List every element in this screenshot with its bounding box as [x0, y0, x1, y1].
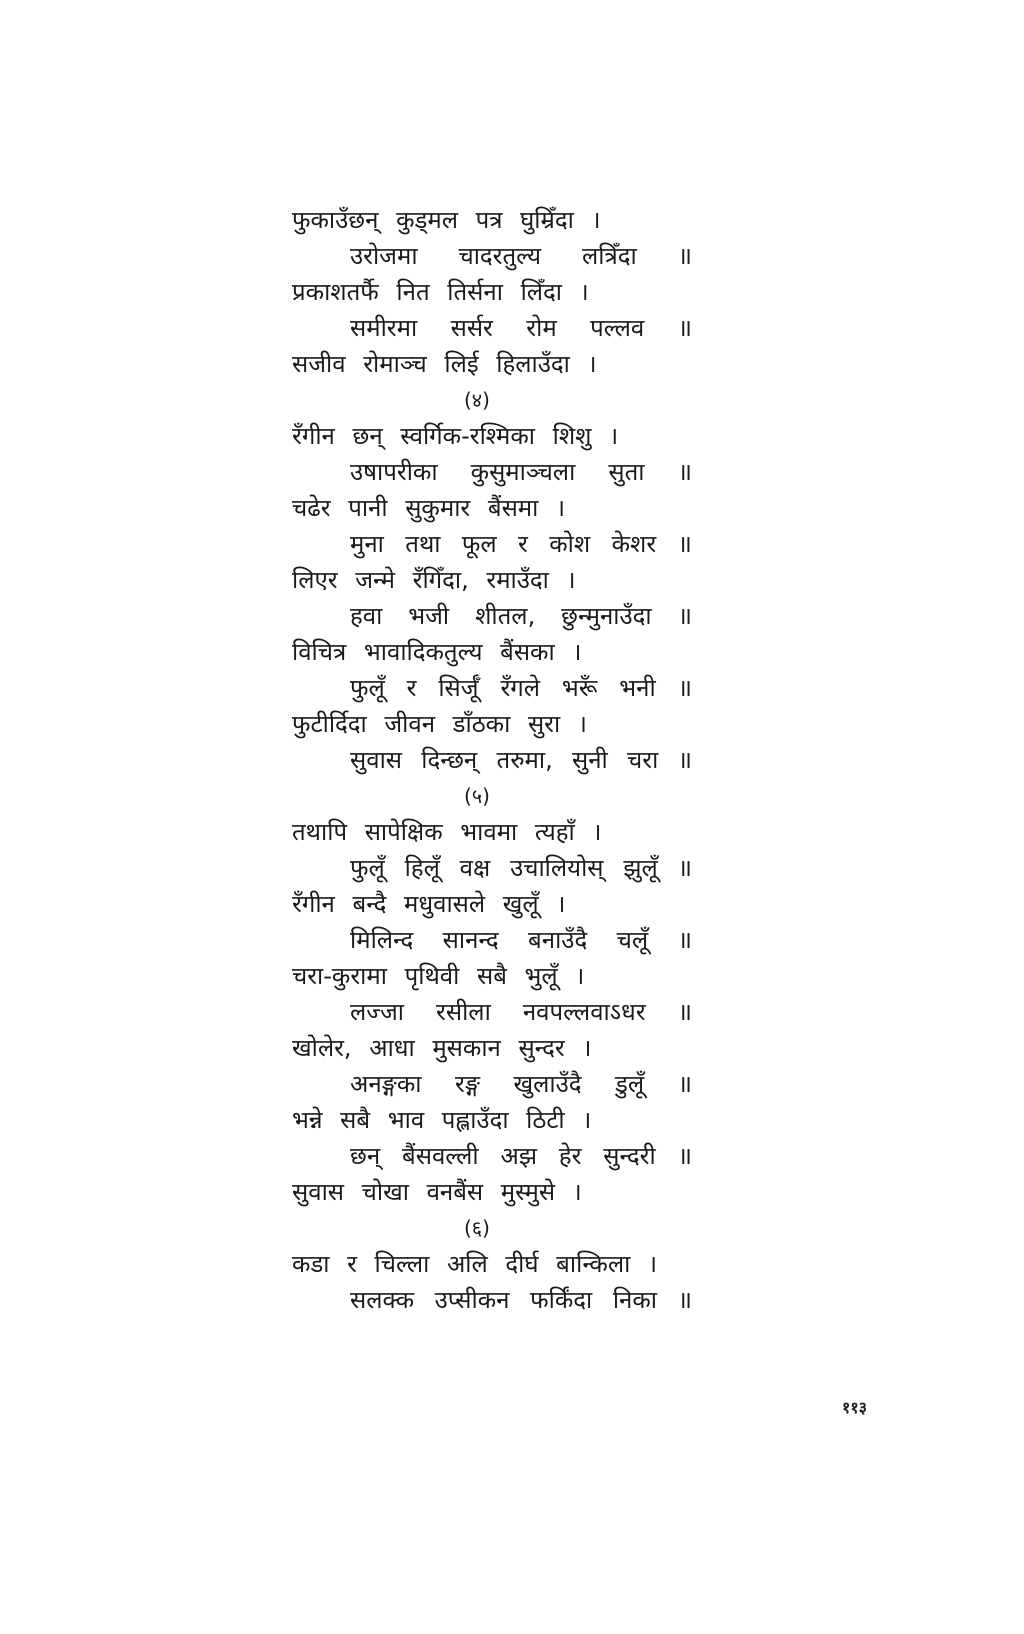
verse-line-indented: मुना तथा फूल र कोश केशर ॥	[350, 530, 692, 558]
verse-line-indented: हवा भजी शीतल, छुन्मुनाउँदा ॥	[350, 602, 692, 630]
verse-line-indented: फुलूँ हिलूँ वक्ष उचालियोस् झुलूँ ॥	[350, 854, 692, 882]
verse-line-indented: अनङ्गका रङ्ग खुलाउँदै डुलूँ ॥	[350, 1070, 692, 1098]
verse-line: रँगीन बन्दै मधुवासले खुलूँ ।	[292, 890, 566, 918]
verse-line: तथापि सापेक्षिक भावमा त्यहाँ ।	[292, 818, 602, 846]
section-number: (५)	[463, 784, 490, 808]
page-number: ११३	[842, 1398, 867, 1417]
verse-line: रँगीन छन् स्वर्गिक-रश्मिका शिशु ।	[292, 422, 619, 450]
verse-line: फुटीर्दिदा जीवन डाँठका सुरा ।	[292, 710, 587, 738]
verse-line: फुकाउँछन् कुड्मल पत्र घुम्रिँदा ।	[292, 206, 601, 234]
verse-line-indented: उषापरीका कुसुमाञ्चला सुता ॥	[350, 458, 692, 486]
verse-line: विचित्र भावादिकतुल्य बैंसका ।	[292, 638, 582, 666]
poem-text	[292, 202, 692, 1318]
verse-line-indented: उरोजमा चादरतुल्य लत्रिँदा ॥	[350, 242, 692, 270]
section-number: (४)	[463, 388, 490, 412]
verse-line-indented: छन् बैंसवल्ली अझ हेर सुन्दरी ॥	[350, 1142, 692, 1170]
verse-line: चरा-कुरामा पृथिवी सबै भुलूँ ।	[292, 962, 585, 990]
verse-line: सजीव रोमाञ्च लिई हिलाउँदा ।	[292, 350, 597, 378]
verse-line: खोलेर, आधा मुसकान सुन्दर ।	[292, 1034, 592, 1062]
verse-line-indented: फुलूँ र सिर्जूँ रँगले भरूँ भनी ॥	[350, 674, 692, 702]
verse-line-indented: सलक्क उप्सीकन फर्किंदा निका ॥	[350, 1286, 692, 1314]
section-number: (६)	[463, 1216, 490, 1240]
verse-line-indented: समीरमा सर्सर रोम पल्लव ॥	[350, 314, 692, 342]
verse-line: सुवास चोखा वनबैंस मुस्मुसे ।	[292, 1178, 582, 1206]
verse-line-indented: मिलिन्द सानन्द बनाउँदै चलूँ ॥	[350, 926, 692, 954]
verse-line: चढेर पानी सुकुमार बैंसमा ।	[292, 494, 566, 522]
verse-line: कडा र चिल्ला अलि दीर्घ बान्किला ।	[292, 1250, 658, 1278]
verse-line: प्रकाशतर्फै नित तिर्सना लिँदा ।	[292, 278, 589, 306]
verse-line-indented: लज्जा रसीला नवपल्लवाऽधर ॥	[350, 998, 692, 1026]
verse-line: भन्ने सबै भाव पह्लाउँदा ठिटी ।	[292, 1106, 592, 1134]
verse-line: लिएर जन्मे रँगिँदा, रमाउँदा ।	[292, 566, 576, 594]
verse-line-indented: सुवास दिन्छन् तरुमा, सुनी चरा ॥	[350, 746, 692, 774]
